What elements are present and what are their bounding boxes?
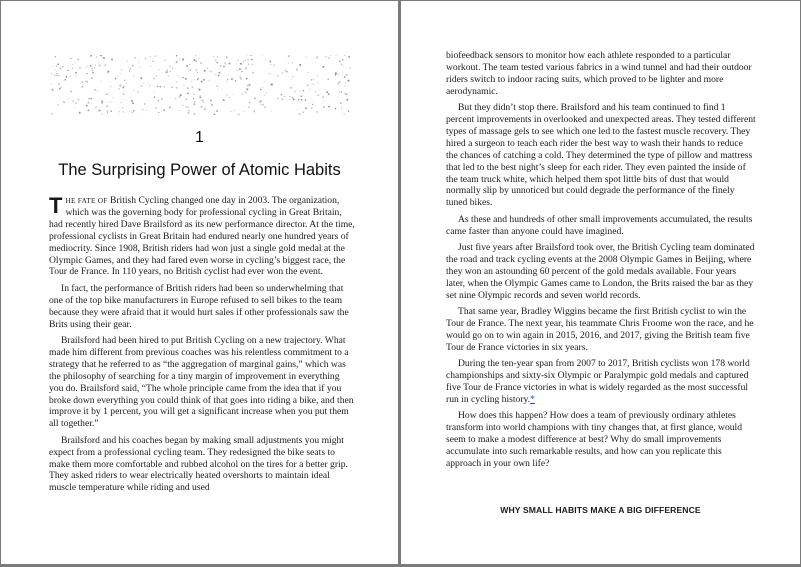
drop-cap: T <box>49 193 63 218</box>
running-footer: WHY SMALL HABITS MAKE A BIG DIFFERENCE <box>500 505 701 515</box>
chapter-number: 1 <box>195 129 204 146</box>
paragraph-text: British Cycling changed one day in 2003. The organization, which was the governing body for professional cycling in Great Britain, had recently hired Dave Brailsford as its new performance director. At the time, professional cyclists in Great Britain had endured nearly one hundred years of mediocrity. Since 1908, British riders had won just a single gold medal at the Olympic Games, and they had fared even worse in cycling’s biggest race, the Tour de France. In 110 years, no British cyclist had ever won the event. <box>49 195 355 278</box>
paragraph: Just five years after Brailsford took over, the British Cycling team dominated the road and track cycling events at the 2008 Olympic Games in Beijing, where they won an astounding 60 percent of the gold medals available. Four years later, when the Olympic Games came to London, the Brits raised the bar as they set nine Olympic records and seven world records. <box>446 242 755 301</box>
left-body-text <box>49 195 355 499</box>
paragraph: That same year, Bradley Wiggins became the first British cyclist to win the Tour de France. The next year, his teammate Chris Froome won the race, and he would go on to win again in 2015, 2016, and 2017, giving the British team five Tour de France victories in six years. <box>446 306 754 353</box>
paragraph: biofeedback sensors to monitor how each athlete responded to a particular workout. The team tested various fabrics in a wind tunnel and had their outdoor riders switch to indoor racing suits, which proved to be lighter and more aerodynamic. <box>446 50 752 97</box>
right-page <box>401 1 800 564</box>
paragraph <box>446 358 756 406</box>
paragraph: In fact, the performance of British riders had been so underwhelming that one of the top bike manufacturers in Europe refused to sell bikes to the team because they were afraid that it would hurt sales if other professionals saw the Brits using their gear. <box>49 282 349 330</box>
small-caps-lead: HE FATE OF <box>65 196 108 205</box>
chapter-ornament-dots <box>51 55 351 115</box>
paragraph-text: During the ten-year span from 2007 to 2017, British cyclists won 178 world championships and sixty-six Olympic or Paralympic gold medals and captured five Tour de France victories in what is widely regarded as the most successful run in cycling history. <box>446 358 750 405</box>
left-page <box>1 1 398 564</box>
paragraph: How does this happen? How does a team of previously ordinary athletes transform into world champions with tiny changes that, at first glance, would seem to make a modest difference at best? Why do small improvements accumulate into such remarkable results, and how can you replicate this approach in your own life? <box>446 410 743 469</box>
right-body-text <box>446 50 756 474</box>
paragraph: Brailsford and his coaches began by making small adjustments you might expect from a professional cycling team. They redesigned the bike seats to make them more comfortable and rubbed alcohol on the tires for a better grip. They asked riders to wear electrically heated overshorts to maintain ideal muscle temperature while riding and used <box>49 434 348 494</box>
paragraph <box>49 195 355 278</box>
paragraph: Brailsford had been hired to put British Cycling on a new trajectory. What made him different from previous coaches was his relentless commitment to a strategy that he referred to as “the aggregation of marginal gains,” which was the philosophy of searching for a tiny margin of improvement in everything you do. Brailsford said, “The whole principle came from the idea that if you broke down everything you could think of that goes into riding a bike, and then improve it by 1 percent, you will get a significant increase when you put them all together.” <box>49 334 354 430</box>
footnote-link[interactable]: * <box>530 393 535 405</box>
chapter-title: The Surprising Power of Atomic Habits <box>58 161 341 179</box>
paragraph: But they didn’t stop there. Brailsford and his team continued to find 1 percent improvements in overlooked and unexpected areas. They tested different types of massage gels to see which one led to the fastest muscle recovery. They hired a surgeon to teach each rider the best way to wash their hands to reduce the chances of catching a cold. They determined the type of pillow and mattress that led to the best night’s sleep for each rider. They even painted the inside of the team truck white, which helped them spot little bits of dust that would normally slip by unnoticed but could degrade the performance of the finely tuned bikes. <box>446 102 756 209</box>
paragraph: As these and hundreds of other small improvements accumulated, the results came faster than anyone could have imagined. <box>446 213 753 237</box>
